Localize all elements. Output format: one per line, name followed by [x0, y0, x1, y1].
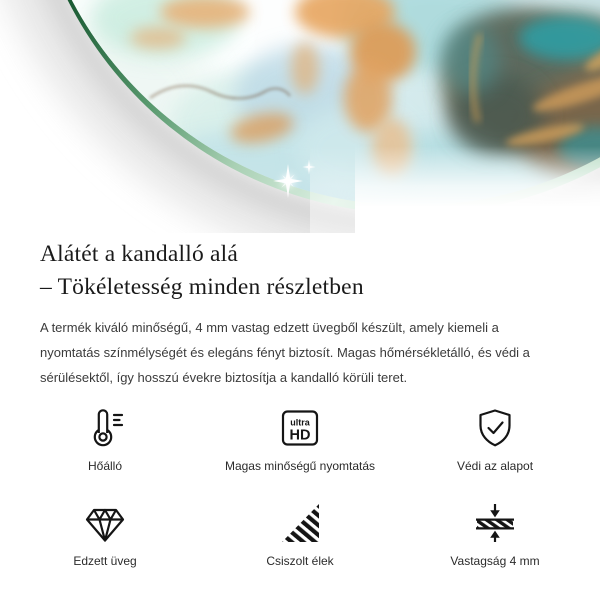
feature-item-heat-resistant — [8, 405, 203, 473]
ultra-hd-badge-bottom: HD — [289, 427, 311, 444]
feature-label: Védi az alapot — [456, 459, 534, 473]
product-description: A termék kiváló minőségű, 4 mm vastag edzett üvegből készült, amely kiemeli a nyomtatás színmélységét és elegáns fényt biztosít. Magas hőmérsékletálló, és védi a sérülésektől, így hosszú évekre biztosítja a kandalló körüli teret. — [40, 320, 530, 385]
feature-item-thickness — [398, 500, 593, 568]
page-title-line2: – Tökéletesség minden részletben — [40, 274, 364, 300]
feature-item-tempered-glass — [8, 500, 203, 568]
white-fade — [310, 130, 600, 233]
page-title-line1: Alátét a kandalló alá — [40, 241, 238, 267]
product-photo — [0, 0, 600, 233]
shield-check-icon — [473, 406, 517, 450]
thickness-icon — [473, 501, 517, 545]
feature-label: Edzett üveg — [73, 554, 137, 568]
diamond-icon — [83, 501, 127, 545]
feature-item-polished-edges — [203, 500, 398, 568]
feature-label: Hőálló — [87, 459, 123, 473]
feature-item-print-quality — [203, 405, 398, 473]
hero-section — [0, 0, 600, 233]
polished-edges-icon — [278, 501, 322, 545]
feature-grid — [8, 405, 593, 568]
feature-label: Vastagság 4 mm — [450, 554, 540, 568]
feature-label: Csiszolt élek — [266, 554, 334, 568]
ultra-hd-badge-top: ultra — [290, 417, 310, 428]
feature-item-protects-base — [398, 405, 593, 473]
feature-label: Magas minőségű nyomtatás — [224, 459, 376, 473]
page-title — [40, 238, 560, 304]
ultra-hd-icon — [278, 406, 322, 450]
thermometer-icon — [83, 406, 127, 450]
